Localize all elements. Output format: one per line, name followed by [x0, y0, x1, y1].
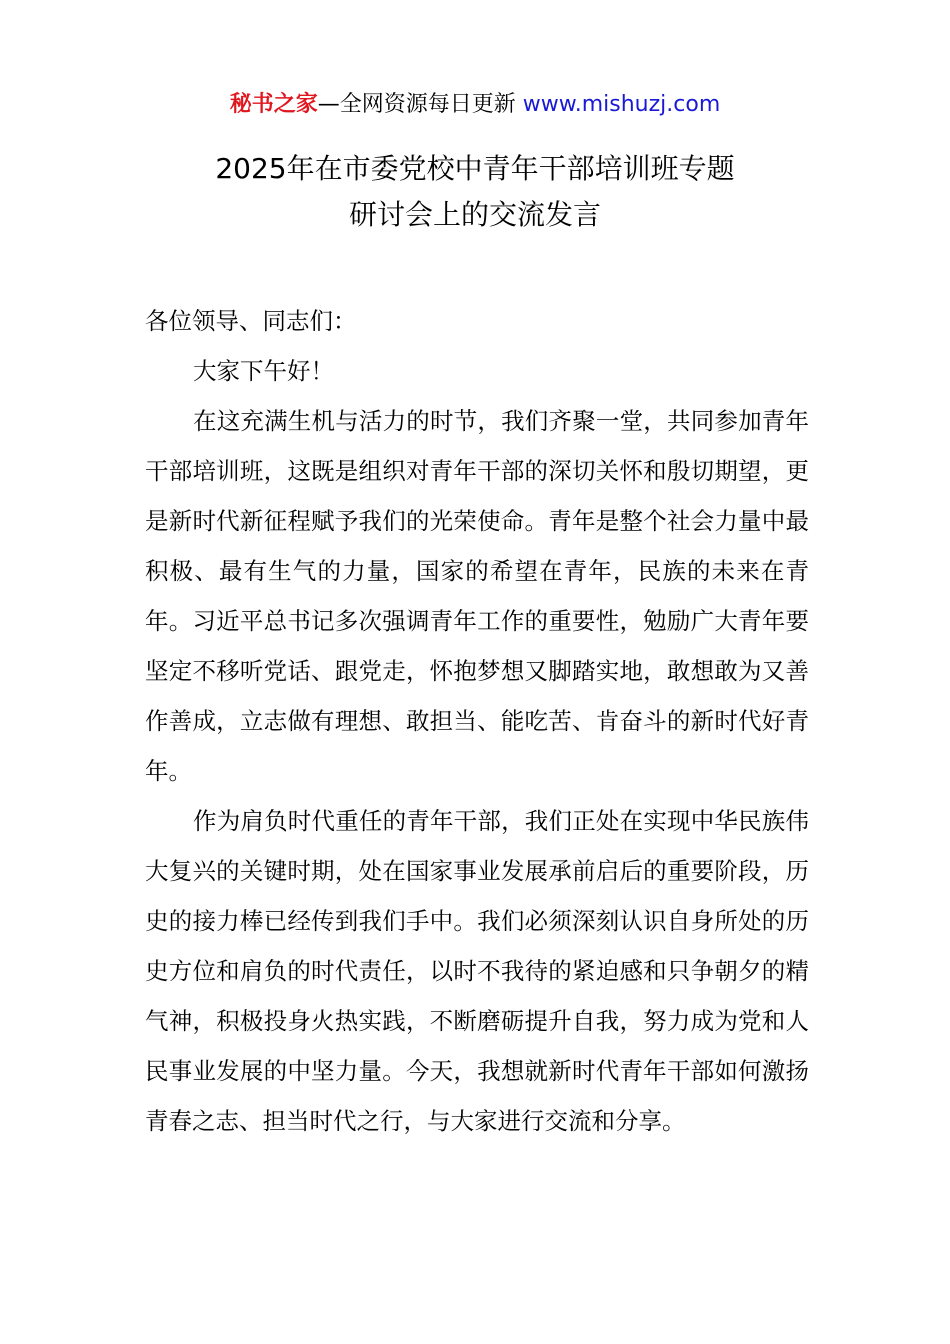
header-tagline: —全网资源每日更新 — [317, 92, 516, 117]
document-body — [145, 296, 809, 1146]
brand-name: 秘书之家 — [229, 92, 318, 117]
title-line-1: 2025年在市委党校中青年干部培训班专题 — [215, 152, 735, 185]
title-line-2: 研讨会上的交流发言 — [348, 198, 601, 231]
document-title — [0, 146, 950, 238]
site-header — [0, 90, 950, 120]
paragraph-2: 作为肩负时代重任的青年干部，我们正处在实现中华民族伟大复兴的关键时期，处在国家事业发展承前启后的重要阶段，历史的接力棒已经传到我们手中。我们必须深刻认识自身所处的历史方位和肩负的时代责任，以时不我待的紧迫感和只争朝夕的精气神，积极投身火热实践，不断磨砺提升自我，努力成为党和人民事业发展的中坚力量。今天，我想就新时代青年干部如何激扬青春之志、担当时代之行，与大家进行交流和分享。 — [145, 807, 809, 1135]
greeting: 大家下午好！ — [193, 357, 334, 385]
salutation: 各位领导、同志们： — [145, 307, 357, 335]
paragraph-1: 在这充满生机与活力的时节，我们齐聚一堂，共同参加青年干部培训班，这既是组织对青年干部的深切关怀和殷切期望，更是新时代新征程赋予我们的光荣使命。青年是整个社会力量中最积极、最有生气的力量，国家的希望在青年，民族的未来在青年。习近平总书记多次强调青年工作的重要性，勉励广大青年要坚定不移听党话、跟党走，怀抱梦想又脚踏实地，敢想敢为又善作善成，立志做有理想、敢担当、能吃苦、肯奋斗的新时代好青年。 — [145, 407, 809, 785]
site-url[interactable]: www.mishuzj.com — [522, 92, 721, 117]
